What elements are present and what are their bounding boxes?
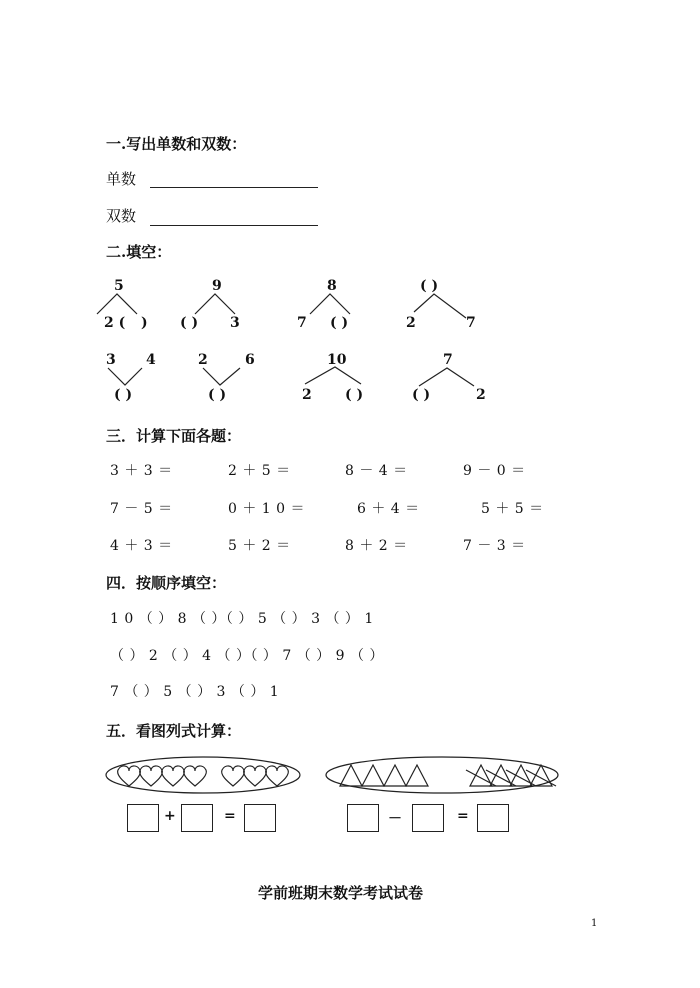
section-4-title: 四．按顺序填空： xyxy=(106,574,227,592)
calc-2-3: 6 ＋ 4 ＝ xyxy=(357,501,420,517)
calc-3-2: 5 ＋ 2 ＝ xyxy=(228,538,291,554)
bond-3-left: 7 xyxy=(297,315,307,331)
minus-sign: － xyxy=(388,811,402,827)
heart-icon xyxy=(222,766,245,786)
bond-2-top: 9 xyxy=(212,278,222,294)
bond-1-left: 2 ( xyxy=(104,315,126,331)
bond-8-left[interactable]: ( ) xyxy=(412,387,431,403)
bond-8-right: 2 xyxy=(476,387,486,403)
heart-icon xyxy=(244,766,267,786)
bond-7-top: 10 xyxy=(327,352,347,368)
bond-3-right[interactable]: ( ) xyxy=(330,315,349,331)
bond-4-top[interactable]: ( ) xyxy=(420,278,439,294)
calc-1-3: 8 － 4 ＝ xyxy=(345,463,408,479)
bond-1-top: 5 xyxy=(114,278,124,294)
plus-sign: + xyxy=(164,808,176,824)
bond-4-left: 2 xyxy=(406,315,416,331)
equals-sign: = xyxy=(457,808,469,824)
triangle-icon xyxy=(384,765,406,786)
answer-box[interactable] xyxy=(347,804,379,832)
calc-3-3: 8 ＋ 2 ＝ xyxy=(345,538,408,554)
triangles-oval xyxy=(326,757,558,793)
bond-7-right[interactable]: ( ) xyxy=(345,387,364,403)
page-title: 学前班期末数学考试试卷 xyxy=(258,884,424,902)
heart-icon xyxy=(184,766,207,786)
bond-5-left: 3 xyxy=(106,352,116,368)
bond-6-right: 6 xyxy=(245,352,255,368)
bond-1-right: ) xyxy=(141,315,148,331)
calc-1-4: 9 － 0 ＝ xyxy=(463,463,526,479)
section-2-title: 二.填空： xyxy=(106,243,172,261)
section-3-title: 三．计算下面各题： xyxy=(106,427,242,445)
heart-icon xyxy=(118,766,141,786)
bond-6-left: 2 xyxy=(198,352,208,368)
odd-label: 单数 xyxy=(106,170,137,188)
answer-box[interactable] xyxy=(477,804,509,832)
bond-5-right: 4 xyxy=(146,352,156,368)
bond-8-top: 7 xyxy=(443,352,453,368)
bond-2-right: 3 xyxy=(230,315,240,331)
answer-box[interactable] xyxy=(244,804,276,832)
triangle-icon xyxy=(406,765,428,786)
triangle-icon xyxy=(470,765,492,786)
bond-2-left[interactable]: ( ) xyxy=(180,315,199,331)
answer-box[interactable] xyxy=(412,804,444,832)
section-5-title: 五．看图列式计算： xyxy=(106,722,242,740)
calc-2-1: 7 － 5 ＝ xyxy=(110,501,173,517)
sequence-row-2[interactable]: （ ） 2 （ ） 4 （ ）（ ） 7 （ ） 9 （ ） xyxy=(110,648,384,664)
triangle-icon xyxy=(490,765,512,786)
calc-2-4: 5 ＋ 5 ＝ xyxy=(481,501,544,517)
sequence-row-3[interactable]: 7 （ ） 5 （ ） 3 （ ） 1 xyxy=(110,684,280,700)
page-number: 1 xyxy=(591,918,598,929)
calc-3-4: 7 － 3 ＝ xyxy=(463,538,526,554)
bond-3-top: 8 xyxy=(327,278,337,294)
section-1-title: 一.写出单数和双数： xyxy=(106,135,247,153)
sequence-row-1[interactable]: 1 0 （ ） 8 （ ）（ ） 5 （ ） 3 （ ） 1 xyxy=(110,611,374,627)
triangle-icon xyxy=(362,765,384,786)
even-label: 双数 xyxy=(106,207,137,225)
triangle-icon xyxy=(340,765,362,786)
heart-icon xyxy=(140,766,163,786)
heart-icon xyxy=(266,766,289,786)
bond-4-right: 7 xyxy=(466,315,476,331)
bond-7-left: 2 xyxy=(302,387,312,403)
calc-1-2: 2 ＋ 5 ＝ xyxy=(228,463,291,479)
calc-3-1: 4 ＋ 3 ＝ xyxy=(110,538,173,554)
heart-icon xyxy=(162,766,185,786)
bond-5-bottom[interactable]: ( ) xyxy=(114,387,133,403)
answer-box[interactable] xyxy=(181,804,213,832)
equals-sign: = xyxy=(224,808,236,824)
calc-1-1: 3 ＋ 3 ＝ xyxy=(110,463,173,479)
triangle-icon xyxy=(510,765,532,786)
calc-2-2: 0 ＋ 1 0 ＝ xyxy=(228,501,306,517)
answer-box[interactable] xyxy=(127,804,159,832)
hearts-oval xyxy=(106,757,300,793)
bond-6-bottom[interactable]: ( ) xyxy=(208,387,227,403)
